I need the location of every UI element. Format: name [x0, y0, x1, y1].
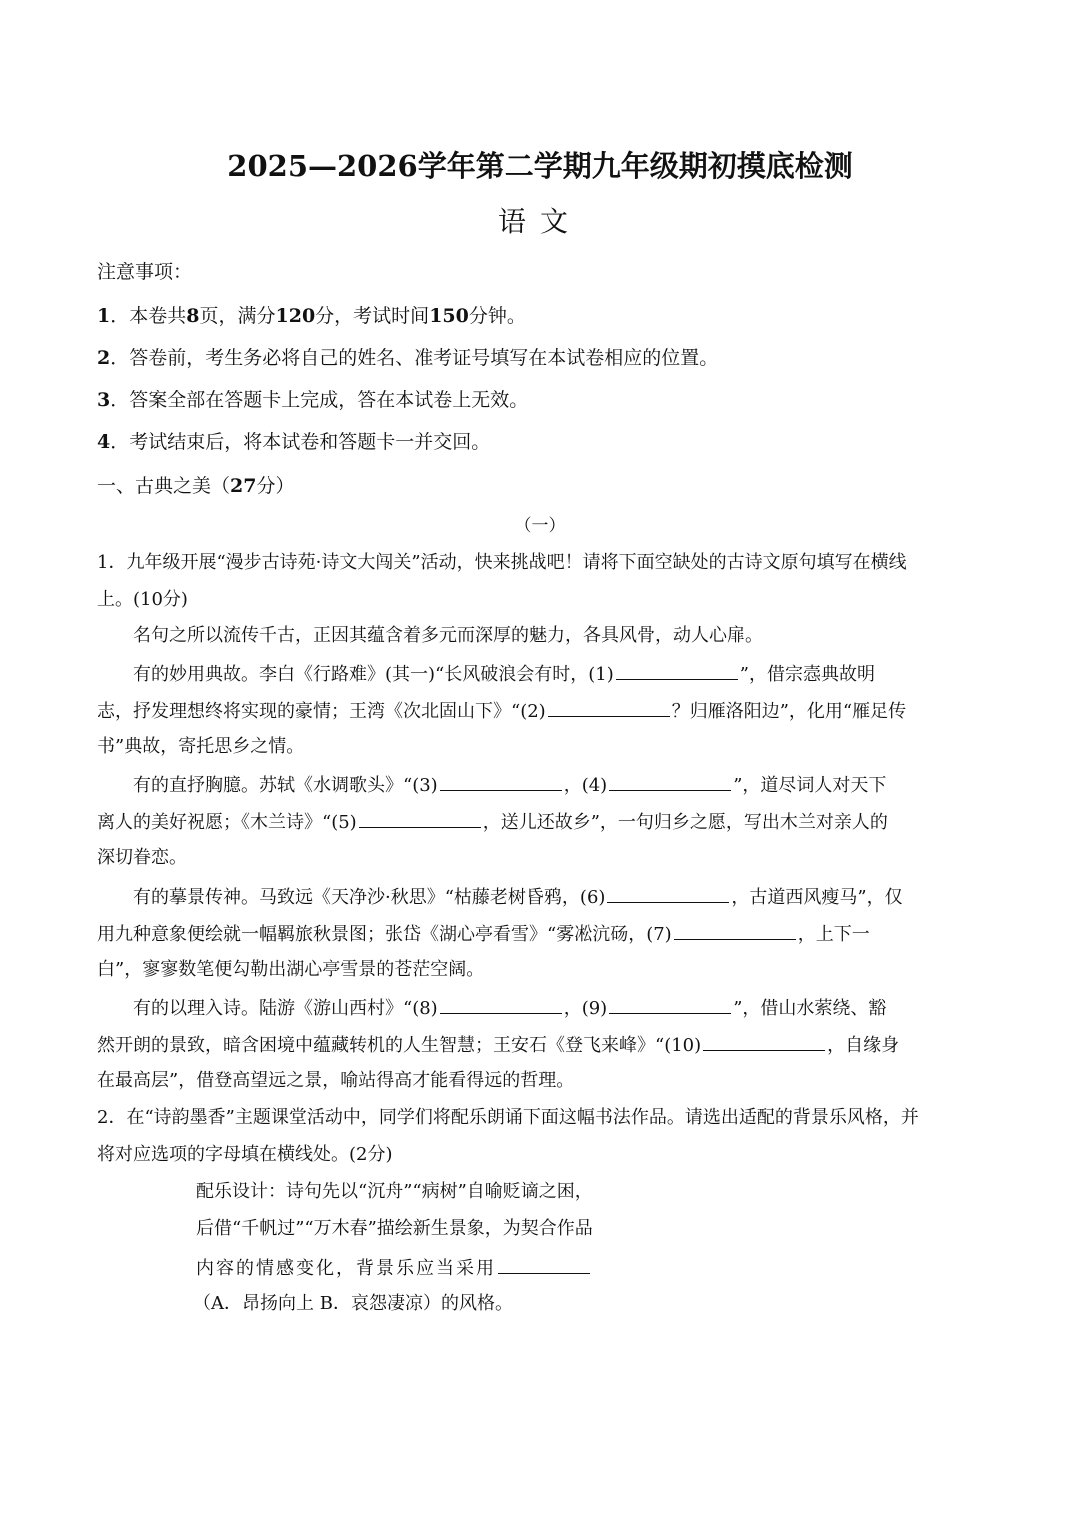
q1-p1-line3: 书”典故，寄托思乡之情。	[97, 736, 305, 757]
answer-blank-10[interactable]	[703, 1032, 825, 1051]
notice-item-4: 4．考试结束后，将本试卷和答题卡一并交回。	[97, 431, 491, 453]
answer-blank-9[interactable]	[609, 995, 731, 1014]
q1-p3-line3: 白”，寥寥数笔便勾勒出湖心亭雪景的苍茫空阔。	[97, 959, 485, 980]
answer-blank-2[interactable]	[548, 698, 670, 717]
answer-blank-6[interactable]	[607, 884, 729, 903]
q1-p4-line2: 然开朗的景致，暗含困境中蕴藏转机的人生智慧；王安石《登飞来峰》“(10) ，自缘身	[97, 1032, 899, 1058]
answer-blank-4[interactable]	[609, 772, 731, 791]
answer-blank-7[interactable]	[674, 921, 796, 940]
section-heading: 一、古典之美（27分）	[97, 475, 295, 497]
q1-p2-line1: 有的直抒胸臆。苏轼《水调歌头》“(3) ，(4) ”，道尽词人对天下	[133, 772, 886, 798]
q1-stem-line1: 1．九年级开展“漫步古诗苑·诗文大闯关”活动，快来挑战吧！请将下面空缺处的古诗文原句填写在横线	[97, 552, 907, 573]
q1-intro: 名句之所以流传千古，正因其蕴含着多元而深厚的魅力，各具风骨，动人心扉。	[133, 625, 763, 646]
q1-p3-line2: 用九种意象便绘就一幅羁旅秋景图；张岱《湖心亭看雪》“雾凇沆砀，(7) ，上下一	[97, 921, 870, 947]
q2-stem-line1: 2．在“诗韵墨香”主题课堂活动中，同学们将配乐朗诵下面这幅书法作品。请选出适配的背景乐风格，并	[97, 1107, 919, 1128]
notice-heading: 注意事项：	[97, 261, 193, 283]
q1-p1-line1: 有的妙用典故。李白《行路难》(其一)“长风破浪会有时，(1) ”，借宗悫典故明	[133, 661, 875, 687]
q1-p2-line2: 离人的美好祝愿；《木兰诗》“(5) ，送儿还故乡”，一句归乡之愿，写出木兰对亲人的	[97, 809, 888, 835]
q1-p3-line1: 有的摹景传神。马致远《天净沙·秋思》“枯藤老树昏鸦，(6) ，古道西风瘦马”，仅	[133, 884, 903, 910]
q2-stem-line2: 将对应选项的字母填在横线处。(2分)	[97, 1144, 393, 1165]
part-label: （一）	[514, 516, 566, 536]
q1-p1-line2: 志，抒发理想终将实现的豪情；王湾《次北固山下》“(2) ？归雁洛阳边”，化用“雁足传	[97, 698, 906, 724]
q1-p4-line1: 有的以理入诗。陆游《游山西村》“(8) ，(9) ”，借山水萦绕、豁	[133, 995, 886, 1021]
q2-design-line1: 配乐设计：诗句先以“沉舟”“病树”自喻贬谪之困，	[196, 1181, 593, 1202]
exam-title: 2025—2026学年第二学期九年级期初摸底检测	[227, 149, 853, 183]
answer-blank-3[interactable]	[440, 772, 562, 791]
q1-stem-line2: 上。(10分)	[97, 589, 188, 610]
notice-item-1: 1．本卷共8页，满分120分，考试时间150分钟。	[97, 305, 526, 327]
answer-blank-5[interactable]	[359, 809, 481, 828]
notice-item-2: 2．答卷前，考生务必将自己的姓名、准考证号填写在本试卷相应的位置。	[97, 347, 719, 369]
q2-design-line3: 内容的情感变化，背景乐应当采用	[196, 1255, 592, 1281]
notice-item-3: 3．答案全部在答题卡上完成，答在本试卷上无效。	[97, 389, 529, 411]
subject-title: 语文	[497, 205, 582, 238]
q2-design-line2: 后借“千帆过”“万木春”描绘新生景象，为契合作品	[196, 1218, 593, 1239]
q1-p4-line3: 在最高层”，借登高望远之景，喻站得高才能看得远的哲理。	[97, 1070, 575, 1091]
q1-p2-line3: 深切眷恋。	[97, 847, 187, 868]
answer-blank-8[interactable]	[440, 995, 562, 1014]
answer-blank-1[interactable]	[616, 661, 738, 680]
answer-blank-q2[interactable]	[498, 1255, 590, 1274]
q2-design-line4: （A．昂扬向上 B．哀怨凄凉）的风格。	[193, 1293, 513, 1314]
